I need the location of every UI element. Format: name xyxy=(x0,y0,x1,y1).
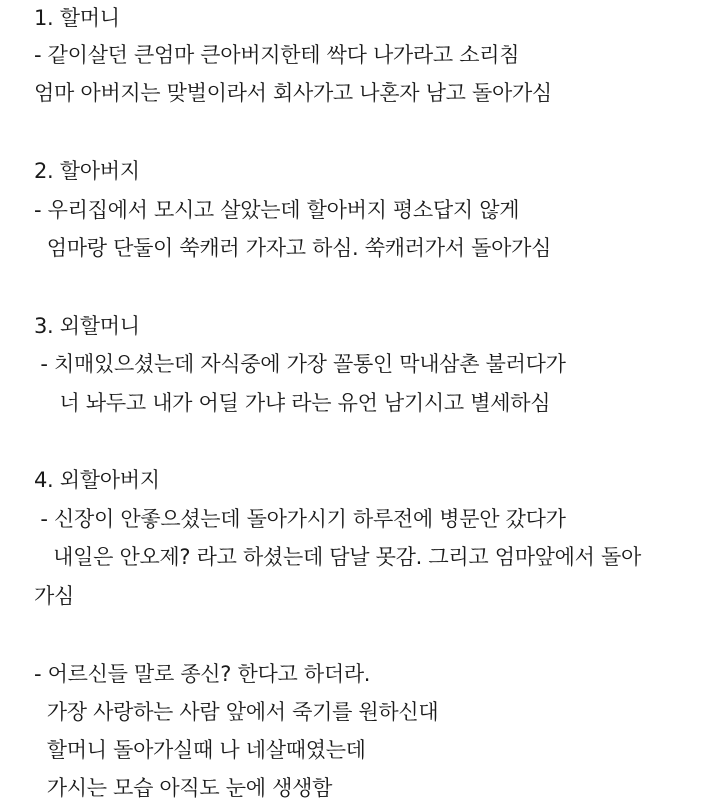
text-line: - 치매있으셨는데 자식중에 가장 꼴통인 막내삼촌 불러다가 xyxy=(34,352,566,376)
text-line: - 같이살던 큰엄마 큰아버지한테 싹다 나가라고 소리침 xyxy=(34,43,520,67)
text-line: 엄마 아버지는 맞벌이라서 회사가고 나혼자 남고 돌아가심 xyxy=(34,81,552,105)
heading-grandfather: 2. 할아버지 xyxy=(34,159,140,183)
closing-line: 가장 사랑하는 사람 앞에서 죽기를 원하신대 xyxy=(34,700,439,724)
closing-line: - 어르신들 말로 종신? 한다고 하더라. xyxy=(34,662,371,686)
closing-line: 할머니 돌아가실때 나 네살때였는데 xyxy=(34,738,366,762)
text-line: 엄마랑 단둘이 쑥캐러 가자고 하심. 쑥캐러가서 돌아가심 xyxy=(34,236,552,260)
heading-maternal-grandmother: 3. 외할머니 xyxy=(34,314,140,338)
text-line: 내일은 안오제? 라고 하셨는데 담날 못감. 그리고 엄마앞에서 돌아 xyxy=(34,545,641,569)
text-line: 너 놔두고 내가 어딜 가냐 라는 유언 남기시고 별세하심 xyxy=(34,391,551,415)
closing-line: 가시는 모습 아직도 눈에 생생함 xyxy=(34,776,333,800)
heading-maternal-grandfather: 4. 외할아버지 xyxy=(34,468,160,492)
heading-grandmother: 1. 할머니 xyxy=(34,6,120,30)
text-line: 가심 xyxy=(34,584,74,608)
text-line: - 신장이 안좋으셨는데 돌아가시기 하루전에 병문안 갔다가 xyxy=(34,507,566,531)
text-line: - 우리집에서 모시고 살았는데 할아버지 평소답지 않게 xyxy=(34,198,520,222)
